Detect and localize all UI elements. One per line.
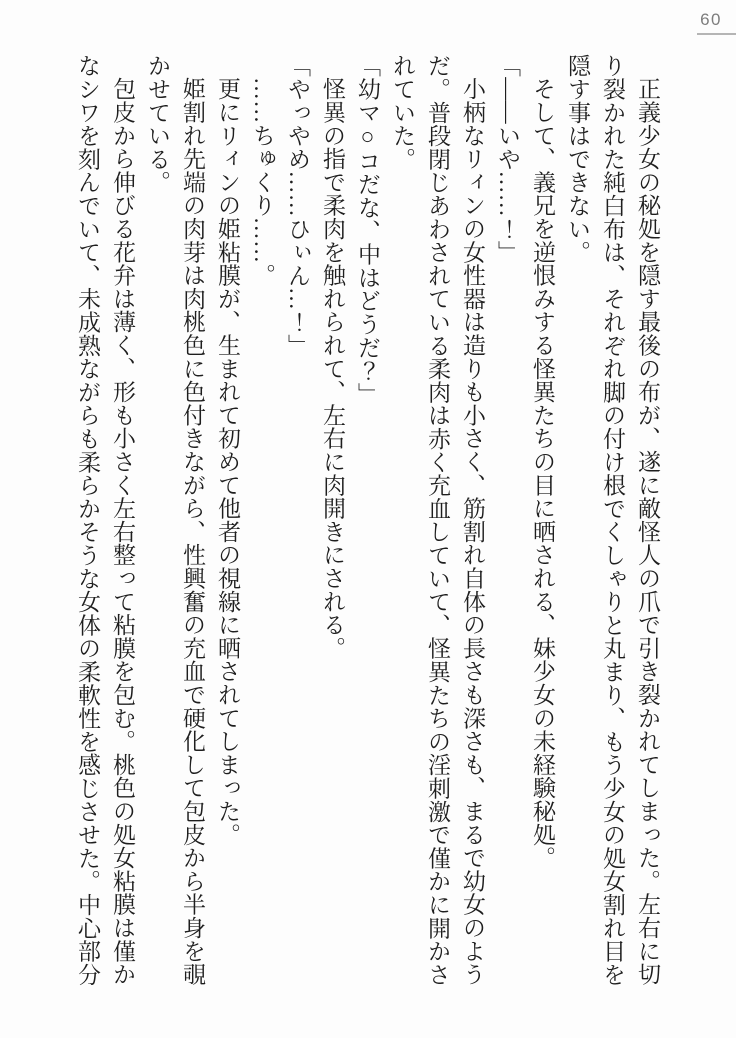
paragraph: 「やっやめ……ひぃん…！」 <box>285 54 310 357</box>
page-number: 60 <box>700 10 722 29</box>
vertical-text-body <box>70 54 665 986</box>
paragraph: 姫割れ先端の肉芽は肉桃色に色付きながら、性興奮の充血で硬化して包皮から半身を覗かせている。 <box>145 54 205 986</box>
paragraph: 正義少女の秘処を隠す最後の布が、遂に敵怪人の爪で引き裂かれてしまった。左右に切り裂かれた純白布は、それぞれ脚の付け根でくしゃりと丸まり、もう少女の処女割れ目を隠す事はできない。 <box>565 54 660 986</box>
paragraph: 怪異の指で柔肉を触れられて、左右に肉開きにされる。 <box>320 77 345 660</box>
page-number-rule <box>697 33 736 35</box>
paragraph: 「――いや……！」 <box>495 54 520 264</box>
paragraph: そして、義兄を逆恨みする怪異たちの目に晒される、妹少女の未経験秘処。 <box>530 77 555 870</box>
paragraph: 小柄なリィンの女性器は造りも小さく、筋割れ自体の長さも深さも、まるで幼女のようだ。普段閉じあわされている柔肉は赤く充血していて、怪異たちの淫刺激で僅かに開かされていた。 <box>390 54 485 986</box>
paragraph: ……ちゅくり……。 <box>250 77 275 287</box>
paragraph: 更にリィンの姫粘膜が、生まれて初めて他者の視線に晒されてしまった。 <box>215 77 240 847</box>
paragraph: 「幼マ○コだな、中はどうだ？」 <box>355 54 380 406</box>
paragraph: 包皮から伸びる花弁は薄く、形も小さく左右整って粘膜を包む。桃色の処女粘膜は僅かなシワを刻んでいて、未成熟ながらも柔らかそうな女体の柔軟性を感じさせた。中心部分 <box>75 54 135 986</box>
